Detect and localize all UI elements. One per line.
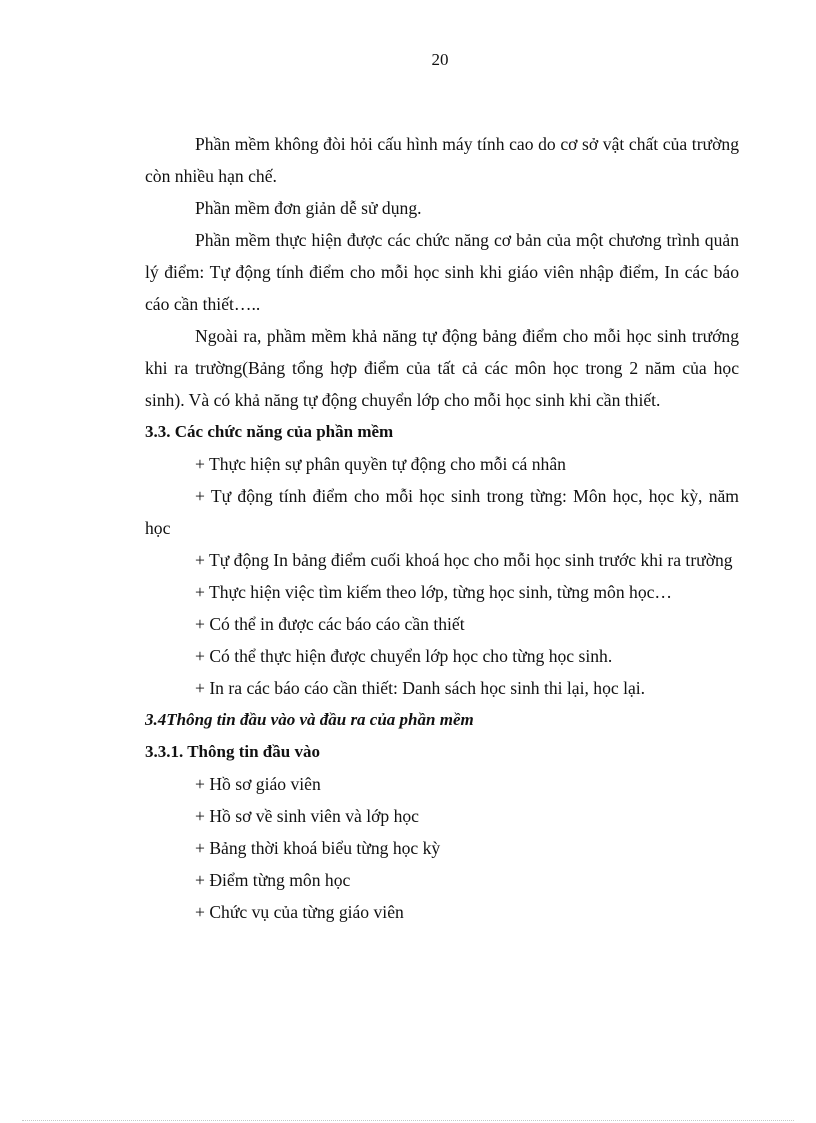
list-item: + Chức vụ của từng giáo viên [195,902,404,922]
list-item: + Có thể in được các báo cáo cần thiết [195,614,465,634]
section-heading-3-3: 3.3. Các chức năng của phần mềm [145,422,394,441]
paragraph-additional: Ngoài ra, phầm mềm khả năng tự động bảng điểm cho mỗi học sinh trướng khi ra trường(Bảng tổng hợp điểm của tất cả các môn học trong 2 năm của học sinh). Và có khả năng tự động chuyển lớp cho mỗi học sinh khi cần thiết. [145,326,739,410]
section-heading-3-3-1: 3.3.1. Thông tin đầu vào [145,742,320,761]
list-item: + Hồ sơ về sinh viên và lớp học [195,806,419,826]
page-bottom-rule [22,1120,794,1121]
list-item: + Tự động In bảng điểm cuối khoá học cho mỗi học sinh trước khi ra trường [195,550,733,570]
list-item: + Bảng thời khoá biểu từng học kỳ [195,838,441,858]
section-heading-3-4: 3.4Thông tin đầu vào và đầu ra của phần mềm [145,710,474,729]
page-number: 20 [431,50,449,69]
list-item: + Có thể thực hiện được chuyển lớp học cho từng học sinh. [195,646,613,666]
list-item: + Điểm từng môn học [195,870,351,890]
list-item: + Thực hiện sự phân quyền tự động cho mỗi cá nhân [195,454,566,474]
paragraph-simple: Phần mềm đơn giản dễ sử dụng. [195,198,422,218]
list-item: + Hồ sơ giáo viên [195,774,321,794]
paragraph-functions: Phần mềm thực hiện được các chức năng cơ bản của một chương trình quản lý điểm: Tự động tính điểm cho mỗi học sinh khi giáo viên nhập điểm, In các báo cáo cần thiết….. [145,230,739,314]
paragraph-hardware: Phần mềm không đòi hỏi cấu hình máy tính cao do cơ sở vật chất của trường còn nhiều hạn chế. [145,134,739,186]
list-item: + Tự động tính điểm cho mỗi học sinh trong từng: Môn học, học kỳ, năm học [145,486,739,538]
list-item: + In ra các báo cáo cần thiết: Danh sách học sinh thi lại, học lại. [195,678,646,698]
document-body [145,128,739,928]
list-item: + Thực hiện việc tìm kiếm theo lớp, từng học sinh, từng môn học… [195,582,673,602]
